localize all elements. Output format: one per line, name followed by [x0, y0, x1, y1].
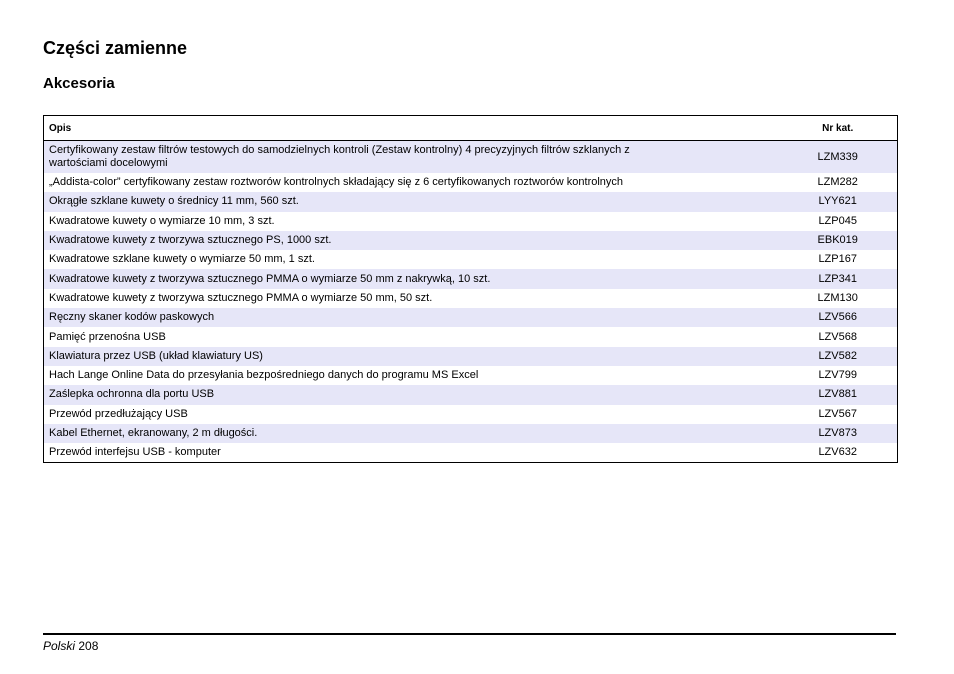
row-catalog-number: LZM339 [817, 150, 858, 163]
table-row [44, 289, 898, 308]
row-description: Przewód przedłużający USB [49, 407, 188, 420]
row-catalog-number: LZV567 [818, 407, 857, 420]
row-catalog-number: LZM282 [817, 176, 858, 189]
table-row [44, 212, 898, 231]
footer-language: Polski [43, 639, 76, 653]
table-header-row [44, 116, 898, 141]
row-description: Ręczny skaner kodów paskowych [49, 311, 215, 324]
header-catalog-number: Nr kat. [778, 116, 897, 141]
row-description: Hach Lange Online Data do przesyłania bezpośredniego danych do programu MS Excel [49, 369, 479, 382]
row-catalog-number: EBK019 [817, 234, 858, 247]
table-row [44, 231, 898, 250]
table-header [44, 116, 898, 141]
row-description: Kabel Ethernet, ekranowany, 2 m długości. [49, 427, 258, 439]
row-description: Kwadratowe kuwety z tworzywa sztucznego PMMA o wymiarze 50 mm, 50 szt. [49, 291, 433, 304]
row-catalog-number: LZV568 [818, 330, 857, 343]
accessories-table [43, 115, 898, 463]
row-catalog-number: LZV566 [818, 311, 857, 324]
row-catalog-number: LZV799 [818, 369, 857, 382]
table-row [44, 385, 898, 404]
header-description: Opis [44, 116, 779, 141]
section-title: Akcesoria [43, 75, 115, 92]
row-description: Kwadratowe kuwety z tworzywa sztucznego PMMA o wymiarze 50 mm z nakrywką, 10 szt. [49, 272, 491, 285]
row-description: Kwadratowe szklane kuwety o wymiarze 50 mm, 1 szt. [49, 253, 315, 266]
row-description: Kwadratowe kuwety z tworzywa sztucznego PS, 1000 szt. [49, 234, 332, 247]
table-row [44, 173, 898, 192]
row-catalog-number: LZP045 [818, 214, 857, 227]
row-catalog-number: LZV881 [818, 388, 857, 401]
row-catalog-number: LZV632 [818, 446, 857, 459]
table-row [44, 269, 898, 288]
table-row [44, 443, 898, 463]
row-description: Klawiatura przez USB (układ klawiatury US) [49, 349, 263, 362]
row-description: „Addista-color” certyfikowany zestaw roztworów kontrolnych składający się z 6 certyfikowanych roztworów kontrolnych [49, 176, 624, 189]
table-body [44, 141, 898, 463]
table-row [44, 192, 898, 211]
row-catalog-number: LYY621 [818, 195, 857, 208]
table-row [44, 327, 898, 346]
page-title: Części zamienne [43, 38, 188, 58]
table-row [44, 366, 898, 385]
row-description: Przewód interfejsu USB - komputer [49, 446, 221, 459]
row-catalog-number: LZP341 [818, 272, 857, 285]
row-catalog-number: LZM130 [817, 291, 858, 304]
row-catalog-number: LZV873 [818, 427, 857, 439]
table-row [44, 141, 898, 174]
table-row [44, 424, 898, 443]
row-description: Zaślepka ochronna dla portu USB [49, 388, 215, 401]
page-footer [43, 639, 98, 653]
footer-divider [43, 633, 896, 635]
row-description: Certyfikowany zestaw filtrów testowych do samodzielnych kontroli (Zestaw kontrolny) 4 precyzyjnych filtrów szklanych z wartościami docelowymi [49, 144, 630, 169]
row-description: Okrągłe szklane kuwety o średnicy 11 mm, 560 szt. [49, 195, 299, 208]
row-catalog-number: LZP167 [818, 253, 857, 266]
row-description: Pamięć przenośna USB [49, 330, 166, 343]
row-description: Kwadratowe kuwety o wymiarze 10 mm, 3 szt. [49, 214, 275, 227]
table-row [44, 250, 898, 269]
row-catalog-number: LZV582 [818, 349, 857, 362]
table-row [44, 405, 898, 424]
table-row [44, 347, 898, 366]
footer-page-number: 208 [78, 639, 99, 653]
table-row [44, 308, 898, 327]
